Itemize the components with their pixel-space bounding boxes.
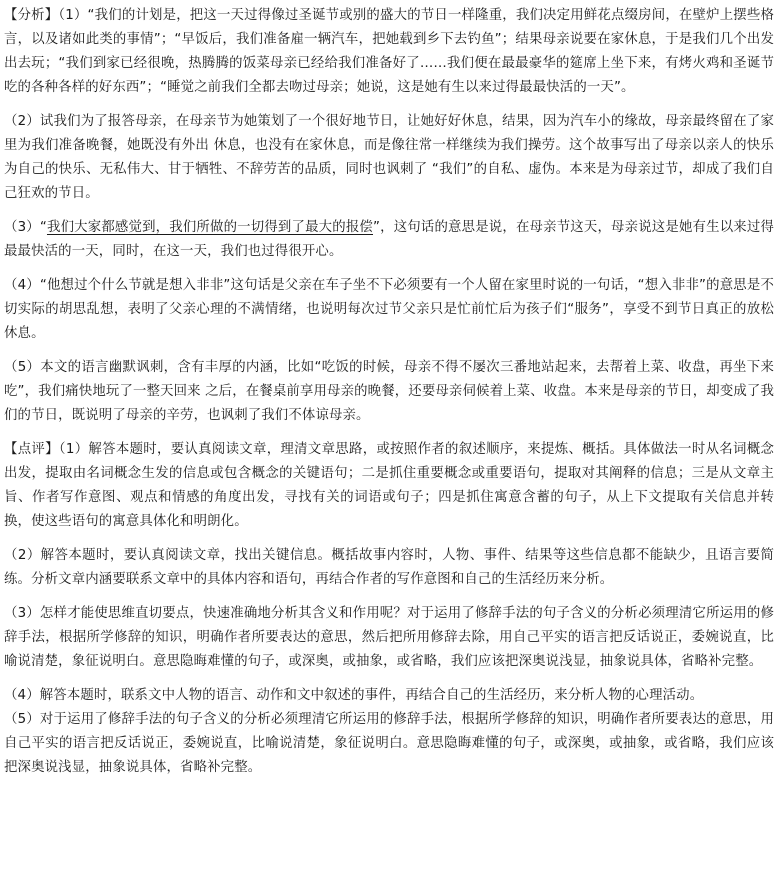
comment-paragraph-4: （4）解答本题时，联系文中人物的语言、动作和文中叙述的事件，再结合自己的生活经历，来分析人物的心理活动。 <box>4 688 704 703</box>
analysis-tag: 【分析】 <box>4 8 59 23</box>
analysis-paragraph-2: （2）试我们为了报答母亲，在母亲节为她策划了一个很好地节日，让她好好休息，结果，因为汽车小的缘故，母亲最终留在了家里为我们准备晚餐，她既没有外出 休息，也没有在家休息，而是像往常一样继续为我们操劳。这个故事写出了母亲以亲人的快乐为自己的快乐、无私伟大、甘于牺牲、不辞劳苦的品质，同时也讽刺了 “我们”的自私、虚伪。本来是为母亲过节，却成了我们自己狂欢的节日。 <box>4 114 774 201</box>
analysis-p1-text: （1）“我们的计划是，把这一天过得像过圣诞节或别的盛大的节日一样隆重，我们决定用鲜花点缀房间，在壁炉上摆些格言，以及诸如此类的事情”；“早饭后，我们准备雇一辆汽车，把她载到乡下去钓鱼”；结果母亲说要在家休息，于是我们几个出发出去玩；“我们到家已经很晚，热腾腾的饭菜母亲已经给我们准备好了……我们便在最最豪华的筵席上坐下来，有烤火鸡和圣诞节吃的各种各样的好东西”；“睡觉之前我们全都去吻过母亲；她说，这是她有生以来过得最最快活的一天”。 <box>4 8 774 95</box>
comment-p1-text: （1）解答本题时，要认真阅读文章，理清文章思路，或按照作者的叙述顺序，来提炼、概括。具体做法一时从名词概念出发，提取由名词概念生发的信息或包含概念的关键语句；二是抓住重要概念或重要语句，提取对其阐释的信息；三是从文章主旨、作者写作意图、观点和情感的角度出发，寻找有关的词语或句子；四是抓住寓意含蓄的句子，从上下文提取有关信息并转换，使这些语句的寓意具体化和明朗化。 <box>4 442 774 529</box>
analysis-paragraph-4: （4）“他想过个什么节就是想入非非”这句话是父亲在车子坐不下必须要有一个人留在家里时说的一句话，“想入非非”的意思是不切实际的胡思乱想，表明了父亲心理的不满情绪，也说明每次过节父亲只是忙前忙后为孩子们“服务”，享受不到节日真正的放松休息。 <box>4 278 774 341</box>
analysis-paragraph-5: （5）本文的语言幽默讽刺，含有丰厚的内涵，比如“吃饭的时候，母亲不得不屡次三番地站起来，去帮着上菜、收盘，再坐下来吃”，我们痛快地玩了一整天回来 之后，在餐桌前享用母亲的晚餐，还要母亲伺候着上菜、收盘。本来是母亲的节日，却变成了我们的节日，既说明了母亲的辛劳，也讽刺了我们不体谅母亲。 <box>4 360 774 423</box>
underlined-quote: 我们大家都感觉到，我们所做的一切得到了最大的报偿 <box>46 220 373 235</box>
analysis-paragraph-3 <box>4 216 774 264</box>
analysis-p3-suffix: ”，这句话的意思是说，在母亲节这天，母亲说这是她有生以来过得最最快活的一天，同时，在这一天，我们也过得很开心。 <box>4 220 774 259</box>
comment-tag: 【点评】 <box>4 442 59 457</box>
comment-paragraph-3: （3）怎样才能使思维直切要点，快速准确地分析其含义和作用呢？对于运用了修辞手法的句子含义的分析必须理清它所运用的修辞手法，根据所学修辞的知识，明确作者所要表达的意思，然后把所用修辞去除，用自己平实的语言把反话说正，委婉说直，比喻说清楚，象征说明白。意思隐晦难懂的句子，或深奥，或抽象，或省略，我们应该把深奥说浅显，抽象说具体，省略补完整。 <box>4 606 774 669</box>
analysis-paragraph-1 <box>4 4 774 100</box>
comment-paragraph-1 <box>4 438 774 534</box>
comment-paragraph-2: （2）解答本题时，要认真阅读文章，找出关键信息。概括故事内容时，人物、事件、结果等这些信息都不能缺少，且语言要简练。分析文章内涵要联系文章中的具体内容和语句，再结合作者的写作意图和自己的生活经历来分析。 <box>4 548 774 587</box>
comment-paragraph-5: （5）对于运用了修辞手法的句子含义的分析必须理清它所运用的修辞手法，根据所学修辞的知识，明确作者所要表达的意思，用自己平实的语言把反话说正，委婉说直，比喻说清楚，象征说明白。意思隐晦难懂的句子，或深奥，或抽象，或省略，我们应该把深奥说浅显，抽象说具体，省略补完整。 <box>4 712 774 775</box>
analysis-p3-prefix: （3）“ <box>4 220 47 235</box>
